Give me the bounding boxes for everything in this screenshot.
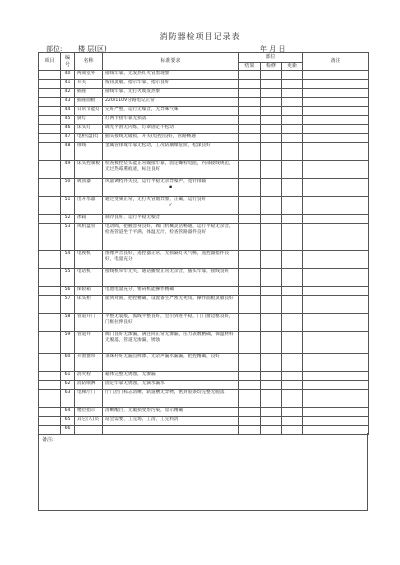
table-row: [39, 107, 369, 116]
name-cell: 两间室外: [75, 71, 103, 80]
name-cell: 出开水器: [75, 197, 103, 215]
standard-cell: 220/110V分路电记正常: [103, 98, 239, 107]
num-cell: 51: [61, 197, 75, 215]
table-row: [39, 251, 369, 269]
num-cell: 50: [61, 179, 75, 197]
name-cell: 电视机: [75, 251, 103, 269]
replace-cell[interactable]: [282, 224, 303, 251]
remark-cell[interactable]: [303, 134, 369, 143]
name-cell: 楼层指示: [75, 408, 103, 417]
inspect-cell[interactable]: [261, 372, 282, 381]
standard-cell: 接线牢靠，无打火或发热象: [103, 89, 239, 98]
remark-cell[interactable]: [303, 354, 369, 372]
replace-cell[interactable]: [282, 98, 303, 107]
table-row: [39, 269, 369, 287]
standard-cell: 厅门层门标志清晰，轨道槽无异物，密封胶条均完整无脱落: [103, 390, 239, 408]
item-cell[interactable]: [39, 80, 61, 89]
replace-cell[interactable]: [282, 354, 303, 372]
num-cell: 47: [61, 134, 75, 143]
result-cell[interactable]: [239, 125, 261, 134]
result-cell[interactable]: [239, 381, 261, 390]
result-cell[interactable]: [239, 71, 261, 80]
col-num: 编号: [61, 53, 75, 71]
replace-cell[interactable]: [282, 71, 303, 80]
inspect-cell[interactable]: [261, 332, 282, 354]
standard-cell: 平整无裂痕，弧线平整良好，会引到进平稳，门门窗边框良好，门框拉伸良好: [103, 314, 239, 332]
replace-cell[interactable]: [282, 287, 303, 296]
table-row: [39, 332, 369, 354]
inspect-cell[interactable]: [261, 381, 282, 390]
table-row: [39, 116, 369, 125]
name-cell: 其它(人)员: [75, 417, 103, 426]
table-header-row: [39, 53, 369, 63]
table-row: [39, 134, 369, 143]
item-cell[interactable]: [39, 314, 61, 332]
num-cell: 60: [61, 354, 75, 372]
num-cell: 66: [61, 426, 75, 435]
standard-cell: 按钮灵敏，指示牢靠，指示良好: [103, 80, 239, 89]
standard-cell: 插头接线无破损，开关(电控)良好，管路畅通: [103, 134, 239, 143]
replace-cell[interactable]: [282, 381, 303, 390]
result-cell[interactable]: [239, 107, 261, 116]
name-cell: 风机盘管: [75, 224, 103, 251]
col-result: 结果: [239, 63, 261, 71]
inspect-cell[interactable]: [261, 408, 282, 417]
date-field: 年 月 日: [260, 45, 286, 53]
replace-cell[interactable]: [282, 134, 303, 143]
name-cell: 床头柜: [75, 296, 103, 314]
item-cell[interactable]: [39, 161, 61, 179]
table-row: [39, 224, 369, 251]
result-cell[interactable]: [239, 372, 261, 381]
remark-cell[interactable]: [303, 269, 369, 287]
item-cell[interactable]: [39, 251, 61, 269]
item-cell[interactable]: [39, 125, 61, 134]
num-cell: 64: [61, 408, 75, 417]
remark-cell[interactable]: [303, 143, 369, 161]
name-cell: 管道开门: [75, 314, 103, 332]
table-row: [39, 372, 369, 381]
col-inspect: 检修: [261, 63, 282, 71]
name-cell: 电梯厅门: [75, 390, 103, 408]
mark-symbol: ▪: [168, 185, 173, 191]
result-cell[interactable]: [239, 161, 261, 179]
item-cell[interactable]: [39, 381, 61, 390]
table-row: [39, 354, 369, 372]
item-cell[interactable]: [39, 332, 61, 354]
inspect-cell[interactable]: [261, 417, 282, 426]
inspect-cell[interactable]: [261, 354, 282, 372]
remark-cell[interactable]: [303, 417, 369, 426]
item-cell[interactable]: [39, 143, 61, 161]
standard-cell: 电池电量充分，密码机能操作精确: [103, 287, 239, 296]
remark-cell[interactable]: [303, 287, 369, 296]
remark-cell[interactable]: [303, 224, 369, 251]
name-cell: 开关: [75, 80, 103, 89]
name-cell: 消防喷淋: [75, 381, 103, 390]
num-cell: 63: [61, 390, 75, 408]
standard-cell: 面到对圆，把控精确，设置备生严密无死角，操作面板灵敏良好: [103, 296, 239, 314]
item-cell[interactable]: [39, 89, 61, 98]
name-cell: 日常节能灯: [75, 107, 103, 116]
table-row: [39, 179, 369, 197]
item-cell[interactable]: [39, 408, 61, 417]
replace-cell[interactable]: [282, 314, 303, 332]
item-cell[interactable]: [39, 269, 61, 287]
inspect-cell[interactable]: [261, 143, 282, 161]
result-cell[interactable]: [239, 224, 261, 251]
result-cell[interactable]: [239, 287, 261, 296]
remark-cell[interactable]: [303, 381, 369, 390]
table-row: [39, 161, 369, 179]
inspect-cell[interactable]: [261, 224, 282, 251]
item-cell[interactable]: [39, 116, 61, 125]
inspect-cell[interactable]: [261, 197, 282, 215]
result-cell[interactable]: [239, 179, 261, 197]
num-cell: 56: [61, 287, 75, 296]
inspect-cell[interactable]: [261, 89, 282, 98]
num-cell: 41: [61, 80, 75, 89]
table-row: [39, 287, 369, 296]
result-cell[interactable]: [239, 269, 261, 287]
result-cell[interactable]: [239, 408, 261, 417]
item-cell[interactable]: [39, 134, 61, 143]
remark-cell[interactable]: [303, 71, 369, 80]
table-row: [39, 89, 369, 98]
num-cell: 45: [61, 116, 75, 125]
name-cell: 保险箱: [75, 287, 103, 296]
num-cell: 61: [61, 372, 75, 381]
item-cell[interactable]: [39, 107, 61, 116]
remark-cell[interactable]: [303, 179, 369, 197]
remark-cell[interactable]: [303, 372, 369, 381]
result-cell[interactable]: [239, 80, 261, 89]
remark-cell[interactable]: [303, 107, 369, 116]
inspect-cell[interactable]: [261, 251, 282, 269]
num-cell: 40: [61, 71, 75, 80]
inspect-cell[interactable]: [261, 161, 282, 179]
result-cell[interactable]: [239, 417, 261, 426]
col-remark: 备注: [303, 53, 369, 71]
table-row: [39, 408, 369, 417]
remark-cell[interactable]: [303, 125, 369, 134]
replace-cell[interactable]: [282, 197, 303, 215]
inspect-cell[interactable]: [261, 179, 282, 197]
replace-cell[interactable]: [282, 332, 303, 354]
result-cell[interactable]: [239, 197, 261, 215]
result-cell[interactable]: [239, 251, 261, 269]
table-row: [39, 125, 369, 134]
table-row: [39, 143, 369, 161]
item-cell[interactable]: [39, 197, 61, 215]
inspect-cell[interactable]: [261, 98, 282, 107]
table-row: [39, 80, 369, 89]
result-cell[interactable]: [239, 354, 261, 372]
table-row: [39, 215, 369, 224]
name-cell: 床头控制板: [75, 161, 103, 179]
item-cell[interactable]: [39, 417, 61, 426]
item-cell[interactable]: [39, 98, 61, 107]
remark-cell[interactable]: [303, 89, 369, 98]
standard-cell: 图像声音良好，遥控器正常，无损隔灯灭气畅，遥控器搭件良好，电量充分: [103, 251, 239, 269]
notes-area[interactable]: [38, 433, 368, 511]
result-cell[interactable]: [239, 98, 261, 107]
name-cell: 床头灯: [75, 125, 103, 134]
num-cell: 57: [61, 296, 75, 314]
table-row: [39, 417, 369, 426]
remark-cell[interactable]: [303, 332, 369, 354]
result-cell[interactable]: [239, 314, 261, 332]
inspect-cell[interactable]: [261, 269, 282, 287]
num-cell: 65: [61, 417, 75, 426]
num-cell: 54: [61, 251, 75, 269]
notes-label: 备注:: [42, 437, 54, 443]
replace-cell[interactable]: [282, 390, 303, 408]
remark-cell[interactable]: [303, 197, 369, 215]
col-item: 项目: [39, 53, 61, 71]
replace-cell[interactable]: [282, 408, 303, 417]
num-cell: 49: [61, 161, 75, 179]
replace-cell[interactable]: [282, 116, 303, 125]
result-cell[interactable]: [239, 89, 261, 98]
num-cell: 55: [61, 269, 75, 287]
num-cell: 53: [61, 224, 75, 251]
replace-cell[interactable]: [282, 179, 303, 197]
table-row: [39, 390, 369, 408]
standard-cell: 制冷良好，运行平稳无噪音: [103, 215, 239, 224]
item-cell[interactable]: [39, 390, 61, 408]
standard-cell: 清晰醒目，无破损变形污染，显示精确: [103, 408, 239, 417]
num-cell: 42: [61, 89, 75, 98]
inspect-cell[interactable]: [261, 215, 282, 224]
inspect-cell[interactable]: [261, 125, 282, 134]
item-cell[interactable]: [39, 354, 61, 372]
table-row: [39, 197, 369, 215]
col-name: 名称: [75, 53, 103, 71]
dept-label: 部位:: [46, 45, 63, 53]
result-cell[interactable]: [239, 296, 261, 314]
col-replace: 更新: [282, 63, 303, 71]
standard-cell: 通过变频正常，无打火冒烟异象，正确，运行良好 ✓: [103, 197, 239, 215]
name-cell: 开窗窗帘: [75, 354, 103, 372]
standard-cell: 站会需要，工完场，工清，工完料清: [103, 417, 239, 426]
item-cell[interactable]: [39, 179, 61, 197]
table-row: [39, 98, 369, 107]
mark-symbol: ✓: [168, 203, 173, 209]
name-cell: 插座: [75, 89, 103, 98]
standard-cell: 灯两卡接牢靠无损落: [103, 116, 239, 125]
table-row: [39, 71, 369, 80]
standard-cell: 调光平滑无闪烁，灯罩固定不松动: [103, 125, 239, 134]
standard-cell: 阀门良好无渗漏，满注同正常无渗漏，压力表数精确，保温材料无脱落，管道无渗漏，锈蚀: [103, 332, 239, 354]
remark-cell[interactable]: [303, 314, 369, 332]
num-cell: 43: [61, 98, 75, 107]
inspect-cell[interactable]: [261, 390, 282, 408]
standard-cell: 箱体完整无锈蚀，无渗漏: [103, 372, 239, 381]
name-cell: 消火栓: [75, 372, 103, 381]
result-cell[interactable]: [239, 332, 261, 354]
inspect-cell[interactable]: [261, 107, 282, 116]
inspect-cell[interactable]: [261, 134, 282, 143]
standard-cell: 检查被控装头能正常输接牢靠，固定螺栓电阻，内部接线规范，无过热霉熏痕迹，标注良好: [103, 161, 239, 179]
inspect-cell[interactable]: [261, 80, 282, 89]
replace-cell[interactable]: [282, 107, 303, 116]
standard-cell: 接线牢靠，无发热红火冒黑现象: [103, 71, 239, 80]
item-cell[interactable]: [39, 224, 61, 251]
remark-cell[interactable]: [303, 296, 369, 314]
standard-cell: 接线机牵牢无失，通话播放正常无杂音，插头牢靠，接线良好: [103, 269, 239, 287]
col-standard: 标准要求: [103, 53, 239, 71]
inspection-table: [38, 52, 369, 435]
name-cell: 插座面板: [75, 98, 103, 107]
standard-cell: 固定牢靠无锈蚀，无滴水漏水: [103, 381, 239, 390]
inspect-cell[interactable]: [261, 116, 282, 125]
form-title: 消防器检项目记录表: [159, 32, 241, 41]
standard-cell: 电动阀，把握容身良好，阀门机械灵活畅通，运行平稳无杂音，检查管道坐于平满，体温无汁，检查管路器件良好: [103, 224, 239, 251]
remark-cell[interactable]: [303, 161, 369, 179]
replace-cell[interactable]: [282, 417, 303, 426]
standard-cell: 风量调档并关良，运行平稳无杂异噪声，宽针排辅 ▪: [103, 179, 239, 197]
name-cell: 电话机: [75, 269, 103, 287]
item-cell[interactable]: [39, 296, 61, 314]
table-row: [39, 296, 369, 314]
standard-cell: 完好严整，运行无噪音，无异味气味: [103, 107, 239, 116]
table-row: [39, 381, 369, 390]
replace-cell[interactable]: [282, 269, 303, 287]
replace-cell[interactable]: [282, 80, 303, 89]
inspect-cell[interactable]: [261, 314, 282, 332]
num-cell: 58: [61, 314, 75, 332]
replace-cell[interactable]: [282, 296, 303, 314]
table-row: [39, 314, 369, 332]
inspect-cell[interactable]: [261, 287, 282, 296]
result-cell[interactable]: [239, 390, 261, 408]
replace-cell[interactable]: [282, 251, 303, 269]
replace-cell[interactable]: [282, 125, 303, 134]
name-cell: 电柜(盘)灯: [75, 134, 103, 143]
standard-cell: 顶珠杆好无漏点鲜渗，无杂声漏水漏漏，把控精确，良好: [103, 354, 239, 372]
name-cell: 排线: [75, 143, 103, 161]
result-cell[interactable]: [239, 215, 261, 224]
replace-cell[interactable]: [282, 215, 303, 224]
num-cell: 52: [61, 215, 75, 224]
remark-cell[interactable]: [303, 98, 369, 107]
col-check-group: 部位: [239, 53, 303, 63]
remark-cell[interactable]: [303, 390, 369, 408]
num-cell: 46: [61, 125, 75, 134]
name-cell: 吸顶器: [75, 179, 103, 197]
result-cell[interactable]: [239, 134, 261, 143]
name-cell: 冰箱: [75, 215, 103, 224]
standard-cell: 金属管排或牢靠无松动，工况防潮爆危险，松深良好: [103, 143, 239, 161]
num-cell: 48: [61, 143, 75, 161]
replace-cell[interactable]: [282, 143, 303, 161]
name-cell: 管道井: [75, 332, 103, 354]
replace-cell[interactable]: [282, 372, 303, 381]
remark-cell[interactable]: [303, 408, 369, 417]
inspect-cell[interactable]: [261, 71, 282, 80]
num-cell: 59: [61, 332, 75, 354]
replace-cell[interactable]: [282, 161, 303, 179]
item-cell[interactable]: [39, 287, 61, 296]
num-cell: 62: [61, 381, 75, 390]
item-cell[interactable]: [39, 71, 61, 80]
replace-cell[interactable]: [282, 89, 303, 98]
remark-cell[interactable]: [303, 215, 369, 224]
name-cell: 厨灯: [75, 116, 103, 125]
item-cell[interactable]: [39, 372, 61, 381]
result-cell[interactable]: [239, 116, 261, 125]
num-cell: 44: [61, 107, 75, 116]
inspect-cell[interactable]: [261, 296, 282, 314]
result-cell[interactable]: [239, 143, 261, 161]
dept-value: 楼 层(区): [78, 45, 107, 53]
remark-cell[interactable]: [303, 251, 369, 269]
remark-cell[interactable]: [303, 80, 369, 89]
remark-cell[interactable]: [303, 116, 369, 125]
item-cell[interactable]: [39, 215, 61, 224]
